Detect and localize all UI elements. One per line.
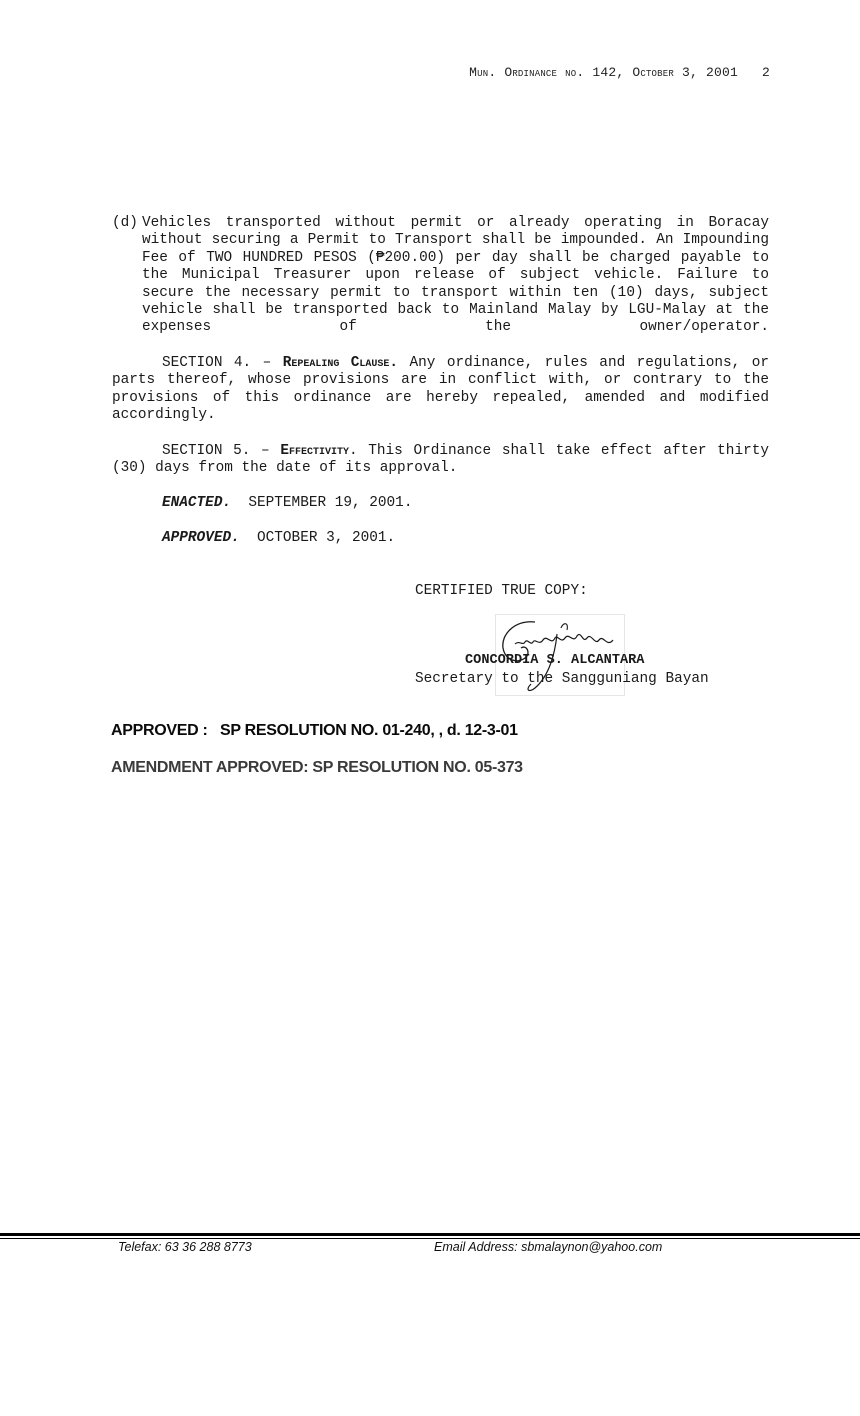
enacted-line	[162, 495, 412, 512]
certified-true-copy-heading: CERTIFIED TRUE COPY:	[415, 583, 588, 599]
footer-telefax: Telefax: 63 36 288 8773	[118, 1240, 252, 1254]
footer-rule-thick	[0, 1233, 860, 1236]
section-5-title: Effectivity	[280, 443, 349, 459]
approved-date: OCTOBER 3, 2001.	[257, 530, 396, 546]
amendment-resolution: AMENDMENT APPROVED: SP RESOLUTION NO. 05-373	[111, 759, 523, 776]
footer-email: Email Address: sbmalaynon@yahoo.com	[434, 1240, 663, 1254]
section-4-repealing-clause	[112, 355, 769, 425]
section-4-title: Repealing Clause.	[282, 355, 399, 371]
page-number: 2	[761, 65, 770, 80]
item-text: Vehicles transported without permit or already operating in Boracay without securing a Permit to Transport shall be impounded. An Impounding Fee of TWO HUNDRED PESOS (₱200.00) per day shall be charged payable to the Municipal Treasurer upon release of subject vehicle. Failure to secure the necessary permit to transport within ten (10) days, subject vehicle shall be transported back to Mainland Malay by LGU-Malay at the expenses of the owner/operator.	[142, 215, 769, 336]
section-5-text: . This Ordinance shall take effect after thirty (30) days from the date of its approval.	[112, 443, 769, 477]
page-header	[453, 50, 770, 80]
section-5-effectivity	[112, 443, 769, 478]
section-5-number: SECTION 5. –	[162, 443, 270, 459]
footer-rule-thin	[0, 1238, 860, 1239]
approved-resolution: APPROVED : SP RESOLUTION NO. 01-240, , d. 12-3-01	[111, 722, 518, 739]
signatory-name: CONCORDIA S. ALCANTARA	[465, 653, 645, 668]
approved-line	[162, 530, 395, 547]
approved-label: APPROVED.	[162, 530, 240, 546]
enacted-label: ENACTED.	[162, 495, 232, 511]
section-4-text: Any ordinance, rules and regulations, or parts thereof, whose provisions are in conflict with, or contrary to the provisions of this ordinance are hereby repealed, amended and modified accordingly.	[112, 355, 770, 424]
ordinance-reference: Mun. Ordinance no. 142, October 3, 2001	[469, 65, 738, 80]
signatory-title: Secretary to the Sangguniang Bayan	[415, 671, 709, 687]
item-label: (d)	[112, 215, 138, 231]
section-4-number: SECTION 4. –	[162, 355, 272, 371]
enacted-date: SEPTEMBER 19, 2001.	[248, 495, 413, 511]
